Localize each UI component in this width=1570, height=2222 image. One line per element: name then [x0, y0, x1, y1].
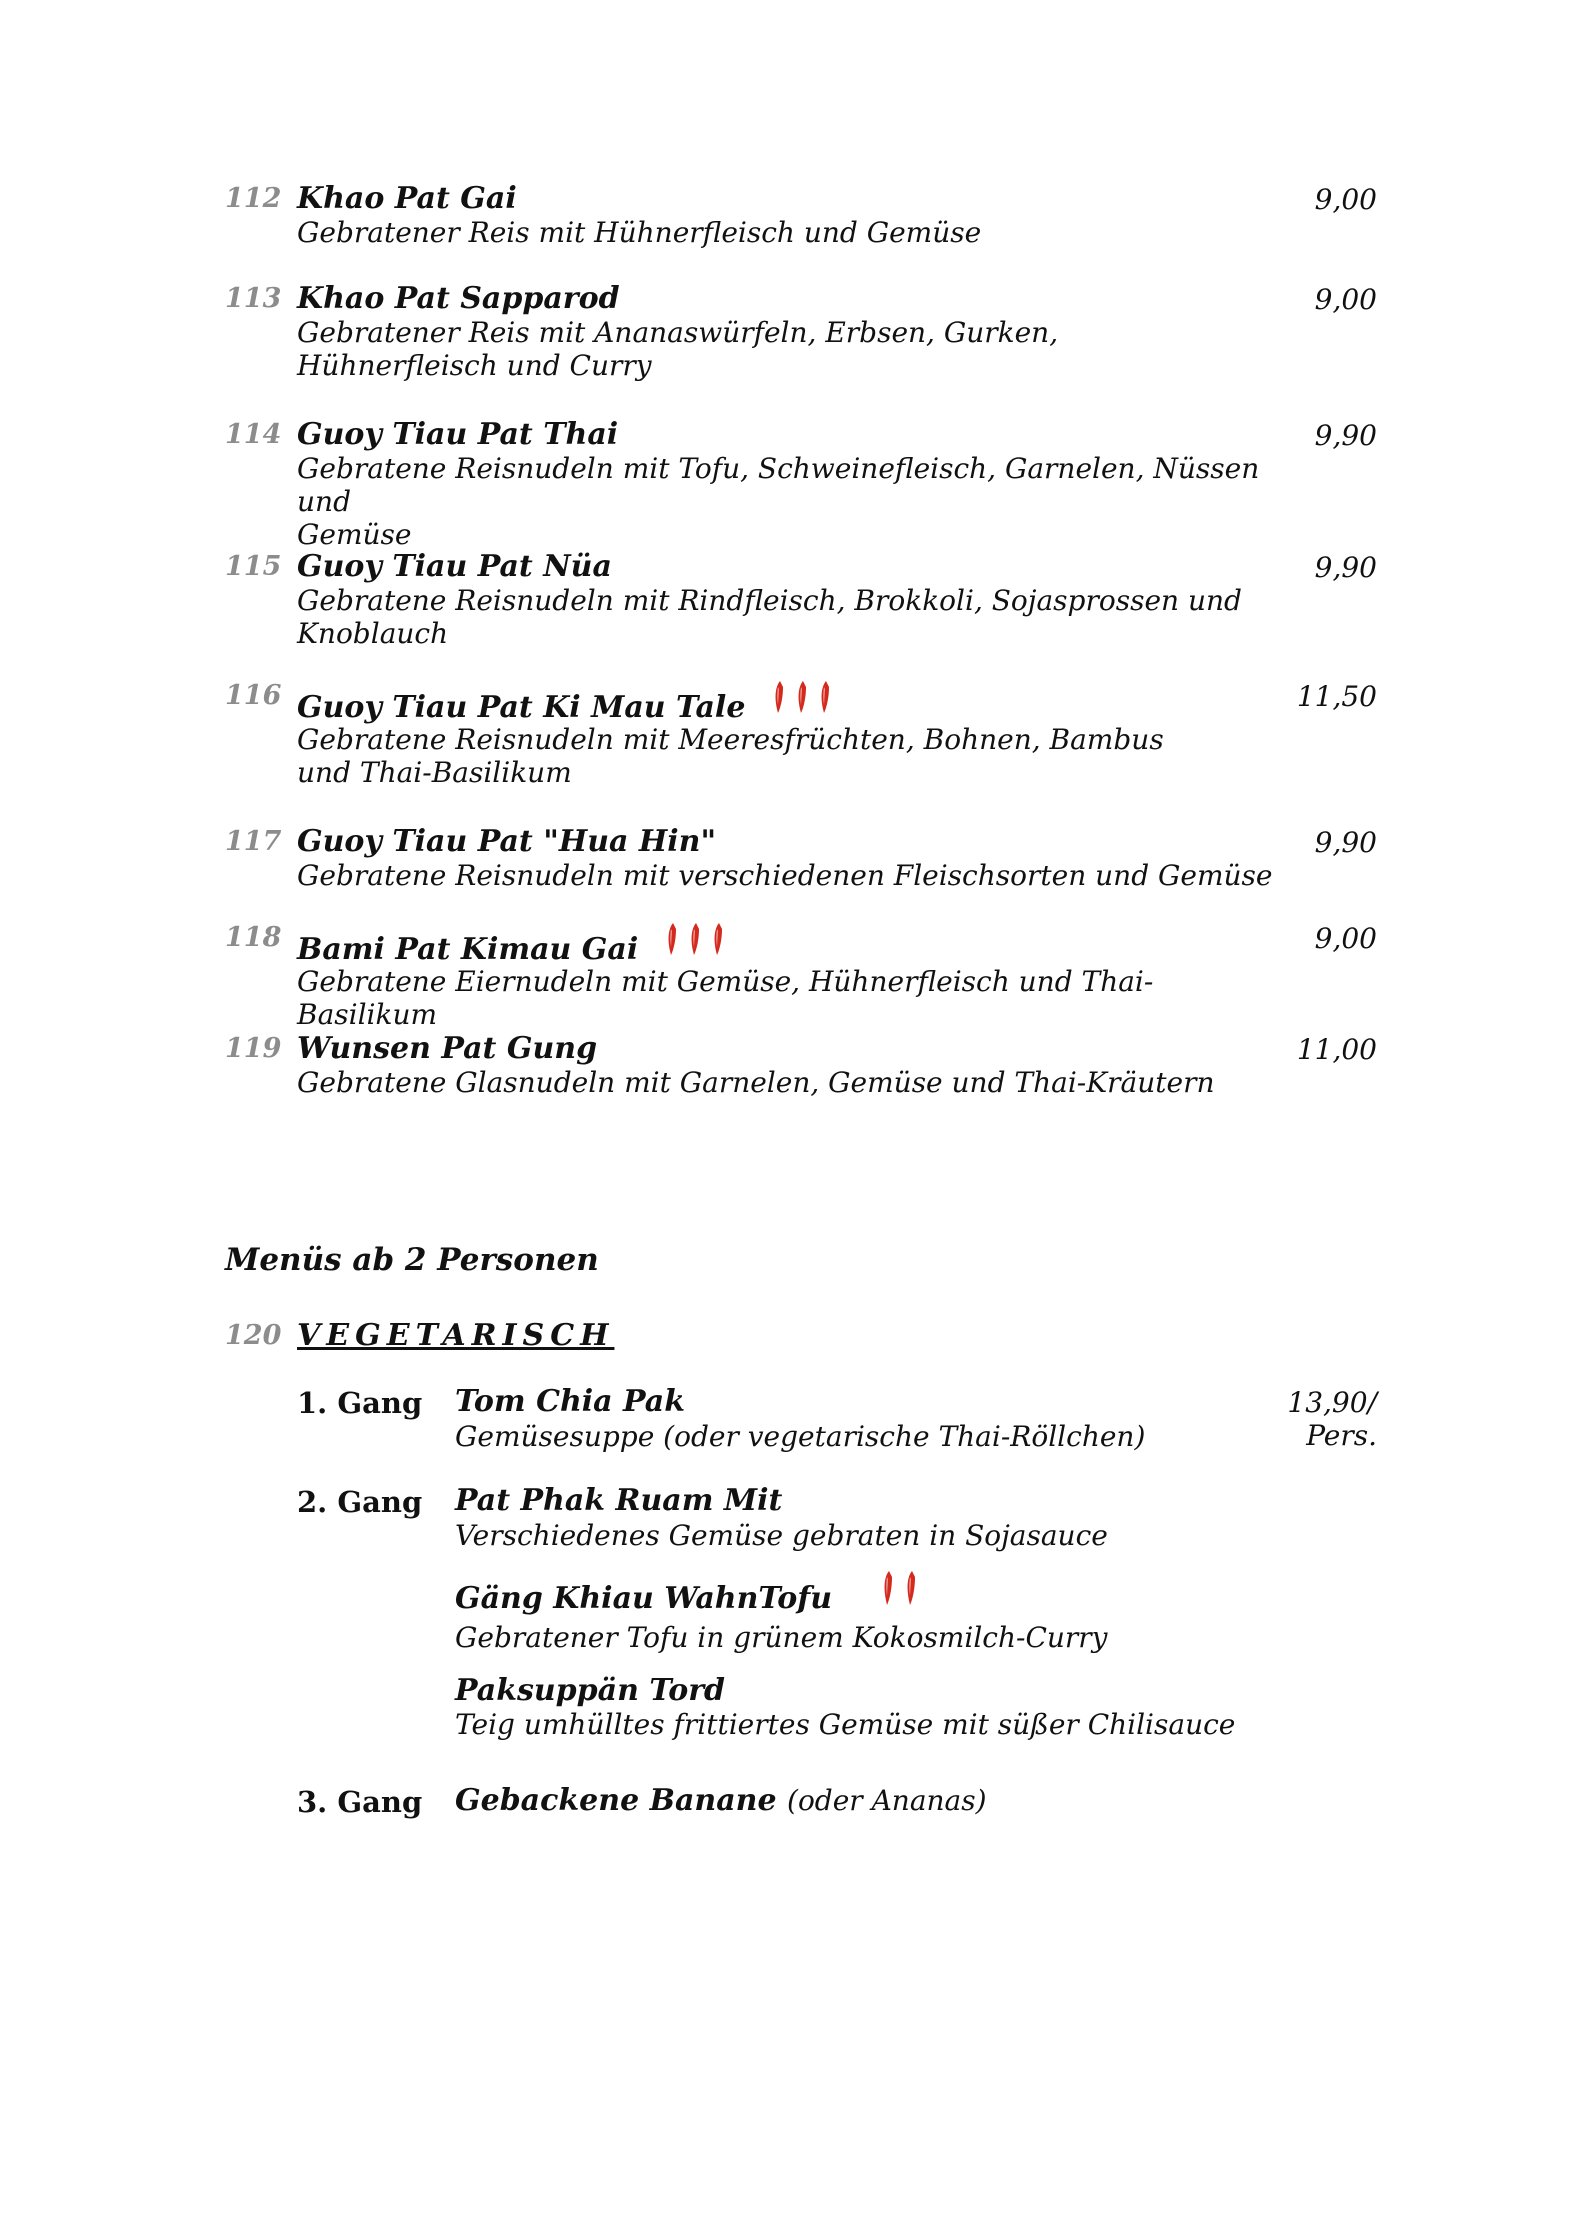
item-description: Gebratener Reis mit Ananaswürfeln, Erbsen, Gurken, Hühnerfleisch und Curry — [297, 316, 1059, 382]
item-number: 115 — [225, 551, 282, 582]
item-price: 9,00 — [1314, 922, 1377, 955]
set-price-amount: 13,90/ — [1287, 1386, 1377, 1419]
course-dish-name: Pat Phak Ruam Mit — [455, 1483, 783, 1518]
course-dish-description: Verschiedenes Gemüse gebraten in Sojasauce — [455, 1519, 1108, 1552]
item-number: 114 — [225, 419, 282, 450]
item-name — [297, 690, 840, 725]
set-price — [1287, 1386, 1377, 1452]
item-number: 119 — [225, 1033, 282, 1064]
item-number: 118 — [225, 922, 282, 953]
course-dish-description: Teig umhülltes frittiertes Gemüse mit süßer Chilisauce — [455, 1708, 1236, 1741]
item-name: Khao Pat Gai — [297, 181, 517, 216]
chili-pepper-icon — [770, 679, 840, 717]
item-name: Guoy Tiau Pat "Hua Hin" — [297, 824, 717, 859]
item-description: Gebratener Reis mit Hühnerfleisch und Gemüse — [297, 216, 982, 249]
chili-pepper-icon — [878, 1569, 926, 1609]
item-price: 9,00 — [1314, 283, 1377, 316]
course-dish-note: (oder Ananas) — [787, 1784, 987, 1817]
item-description: Gebratene Reisnudeln mit Tofu, Schweinefleisch, Garnelen, Nüssen und Gemüse — [297, 452, 1260, 551]
set-title: VEGETARISCH — [297, 1318, 615, 1353]
course-dish-name — [455, 1783, 987, 1818]
item-number: 113 — [225, 283, 282, 314]
item-name — [297, 932, 733, 967]
item-description: Gebratene Reisnudeln mit Rindfleisch, Brokkoli, Sojasprossen und Knoblauch — [297, 584, 1242, 650]
item-price: 9,90 — [1314, 826, 1377, 859]
course-dish-name — [455, 1581, 926, 1617]
item-name: Khao Pat Sapparod — [297, 281, 620, 316]
course-dish-name: Tom Chia Pak — [455, 1384, 686, 1419]
chili-rating — [770, 679, 840, 725]
item-description: Gebratene Eiernudeln mit Gemüse, Hühnerfleisch und Thai-Basilikum — [297, 965, 1154, 1031]
course-label: 2. Gang — [297, 1485, 423, 1519]
item-price: 11,00 — [1296, 1033, 1377, 1066]
course-dish-name: Paksuppän Tord — [455, 1673, 725, 1708]
item-name: Guoy Tiau Pat Thai — [297, 417, 619, 452]
course-dish-name-text: Gebackene Banane — [455, 1783, 777, 1818]
course-label: 1. Gang — [297, 1386, 423, 1420]
item-number: 116 — [225, 680, 282, 711]
chili-pepper-icon — [663, 921, 733, 959]
chili-rating — [878, 1569, 926, 1617]
item-name-text: Bami Pat Kimau Gai — [297, 932, 639, 967]
item-description: Gebratene Reisnudeln mit verschiedenen Fleischsorten und Gemüse — [297, 859, 1273, 892]
item-name: Wunsen Pat Gung — [297, 1031, 598, 1066]
item-number: 120 — [225, 1320, 282, 1351]
item-price: 9,00 — [1314, 183, 1377, 216]
course-label: 3. Gang — [297, 1785, 423, 1819]
set-price-unit: Pers. — [1306, 1419, 1377, 1452]
item-price: 9,90 — [1314, 551, 1377, 584]
item-number: 112 — [225, 183, 282, 214]
item-name-text: Guoy Tiau Pat Ki Mau Tale — [297, 690, 746, 725]
chili-rating — [663, 921, 733, 967]
item-price: 11,50 — [1296, 680, 1377, 713]
item-number: 117 — [225, 826, 282, 857]
item-description: Gebratene Glasnudeln mit Garnelen, Gemüse und Thai-Kräutern — [297, 1066, 1215, 1099]
item-description: Gebratene Reisnudeln mit Meeresfrüchten, Bohnen, Bambus und Thai-Basilikum — [297, 723, 1164, 789]
section-title: Menüs ab 2 Personen — [225, 1242, 599, 1278]
course-dish-name-text: Gäng Khiau WahnTofu — [455, 1581, 833, 1616]
item-name: Guoy Tiau Pat Nüa — [297, 549, 612, 584]
course-dish-description: Gebratener Tofu in grünem Kokosmilch-Curry — [455, 1621, 1108, 1654]
item-price: 9,90 — [1314, 419, 1377, 452]
course-dish-description: Gemüsesuppe (oder vegetarische Thai-Röllchen) — [455, 1420, 1146, 1453]
